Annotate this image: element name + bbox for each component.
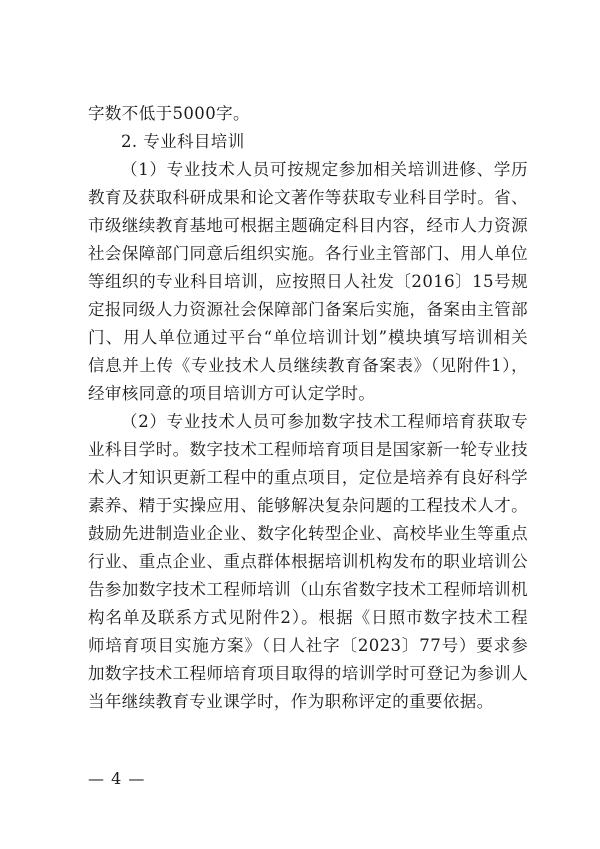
paragraph-continuation: 字数不低于5000字。 [88, 104, 250, 123]
paragraph-1: （1）专业技术人员可按规定参加相关培训进修、学历教育及获取科研成果和论文著作等获取专业科目学时。省、市级继续教育基地可根据主题确定科目内容，经市人力资源社会保障部门同意后组织实施。各行业主管部门、用人单位等组织的专业科目培训，应按照日人社发〔2016〕15号规定报同级人力资源社会保障部门备案后实施，备案由主管部门、用人单位通过平台“单位培训计划”模块填写培训相关信息并上传《专业技术人员继续教育备案表》（见附件1），经审核同意的项目培训方可认定学时。 [88, 160, 528, 403]
section-heading: 2. 专业科目培训 [121, 132, 245, 151]
page-number: — 4 — [88, 769, 146, 788]
paragraph-2: （2）专业技术人员可参加数字技术工程师培育获取专业科目学时。数字技术工程师培育项目是国家新一轮专业技术人才知识更新工程中的重点项目，定位是培养有良好科学素养、精于实操应用、能够解决复杂问题的工程技术人才。鼓励先进制造业企业、数字化转型企业、高校毕业生等重点行业、重点企业、重点群体根据培训机构发布的职业培训公告参加数字技术工程师培训（山东省数字技术工程师培训机构名单及联系方式见附件2）。根据《日照市数字技术工程师培育项目实施方案》（日人社字〔2023〕77号）要求参加数字技术工程师培育项目取得的培训学时可登记为参训人当年继续教育专业课学时，作为职称评定的重要依据。 [88, 412, 528, 711]
body-text [88, 100, 528, 716]
